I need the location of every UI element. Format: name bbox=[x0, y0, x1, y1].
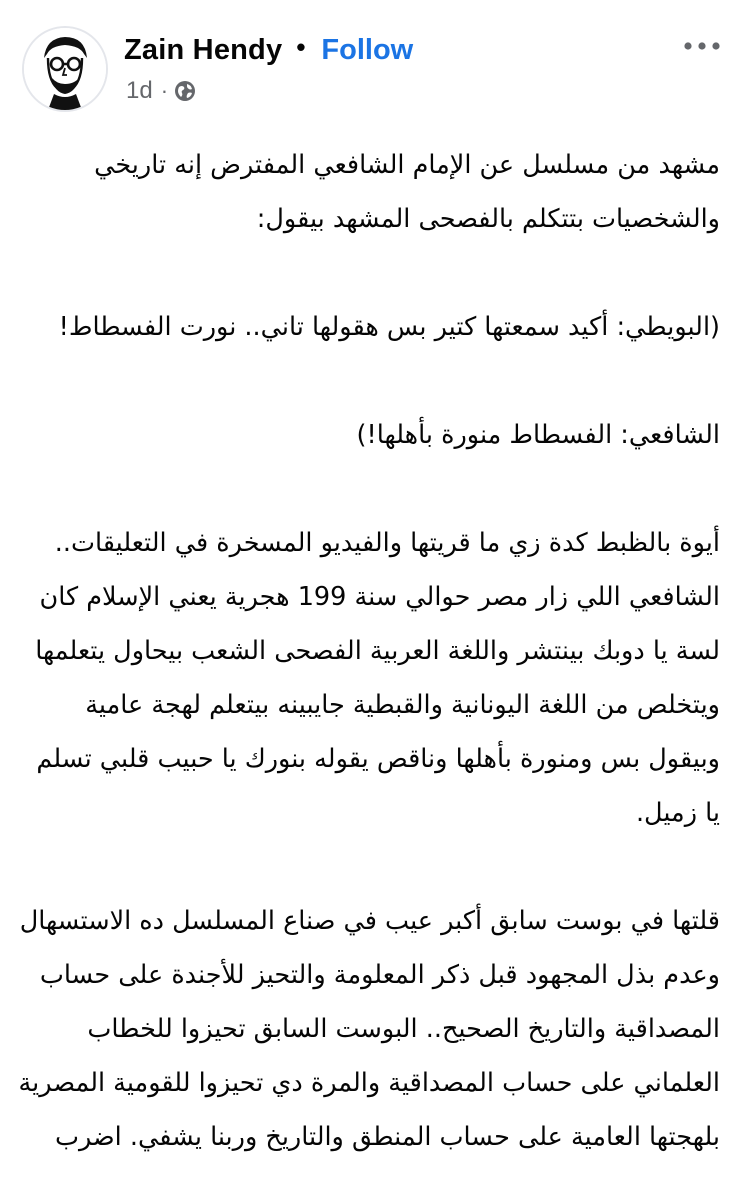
author-avatar[interactable] bbox=[22, 26, 108, 112]
more-options-button[interactable] bbox=[676, 28, 728, 64]
post-text bbox=[14, 138, 720, 1164]
post-paragraph-4: أيوة بالظبط كدة زي ما قريتها والفيديو المسخرة في التعليقات.. الشافعي اللي زار مصر حوالي سنة 199 هجرية يعني الإسلام كان لسة يا دوبك بينتشر واللغة العربية الفصحى الشعب بيحاول يتعلمها ويتخلص من اللغة اليونانية والقبطية جايبينه بيتعلم لهجة عامية وبيقول بس ومنورة بأهلها وناقص يقوله بنورك يا حبيب قلبي تسلم يا زميل. bbox=[35, 528, 720, 828]
post-body bbox=[14, 138, 720, 1200]
avatar-illustration-icon bbox=[24, 28, 106, 110]
post-timestamp[interactable]: 1d bbox=[126, 77, 153, 104]
post-meta bbox=[126, 74, 196, 108]
post-paragraph-1: مشهد من مسلسل عن الإمام الشافعي المفترض إنه تاريخي والشخصيات بتتكلم بالفصحى المشهد بيقول: bbox=[94, 150, 720, 234]
post-paragraph-2: (البويطي: أكيد سمعتها كتير بس هقولها تاني.. نورت الفسطاط! bbox=[58, 312, 720, 342]
post-paragraph-5: قلتها في بوست سابق أكبر عيب في صناع المسلسل ده الاستسهال وعدم بذل المجهود قبل ذكر المعلومة والتحيز للأجندة على حساب المصداقية والتاريخ الصحيح.. البوست السابق تحيزوا للخطاب العلماني على حساب المصداقية والمرة دي تحيزوا للقومية المصرية بلهجتها العامية على حساب المنطق والتاريخ وربنا يشفي. اضرب bbox=[18, 906, 720, 1152]
author-row bbox=[124, 30, 413, 70]
post-header bbox=[0, 0, 752, 120]
name-separator: • bbox=[296, 31, 306, 62]
more-options-icon bbox=[682, 41, 722, 51]
author-name[interactable]: Zain Hendy bbox=[124, 33, 283, 66]
meta-separator: · bbox=[160, 78, 169, 103]
follow-button[interactable]: Follow bbox=[321, 33, 414, 66]
globe-icon[interactable] bbox=[174, 80, 196, 102]
post-paragraph-3: الشافعي: الفسطاط منورة بأهلها!) bbox=[356, 420, 720, 450]
